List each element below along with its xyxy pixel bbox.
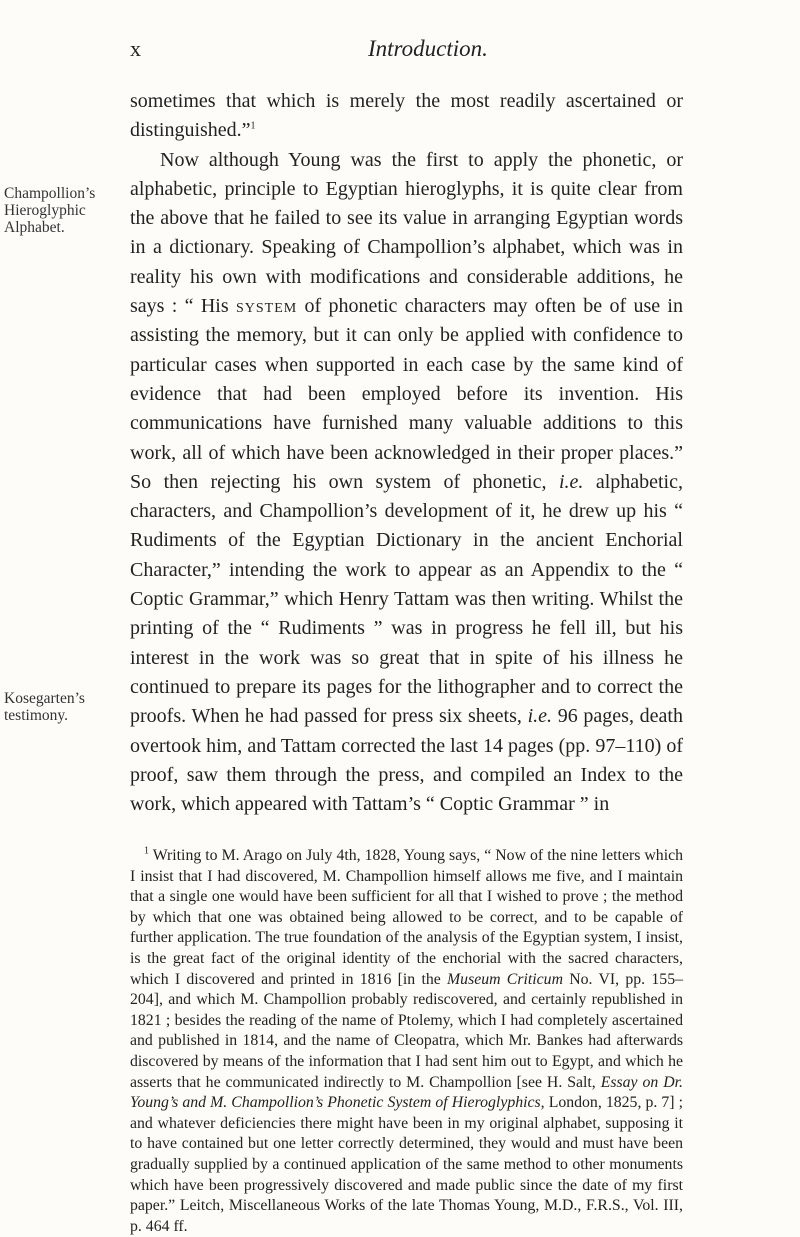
- page-number: x: [130, 36, 142, 61]
- paragraph-2-text-b: of phonetic characters may often be of use in assisting the memory, but it can only be applied with confidence to particular cases when supported in each case by the same kind of evidence that had been employed before its invention. His communications have furnished many valuable additions to this work, all of which have been acknowledged in their proper places.” So then rejecting his own system of phonetic,: [130, 295, 683, 493]
- paragraph-2: [130, 146, 683, 820]
- italic-ie: i.e.: [558, 470, 584, 493]
- paragraph-2-text-a: Now although Young was the first to apply the phonetic, or alphabetic, principle to Egyptian hieroglyphs, it is quite clear from the above that he failed to see its value in arranging Egyptian words in a dictionary. Speaking of Champollion’s alphabet, which was in reality his own with modifications and considerable additions, he says : “ His: [130, 148, 683, 318]
- small-caps-word: system: [235, 295, 298, 318]
- footnote-mark: 1: [144, 845, 149, 857]
- footnote-text-3: London, 1825, p. 7] ; and whatever deficiencies there might have been in my original alphabet, supposing it to have contained but one letter correctly determined, they would and must have been gradually supplied by a continued application of the same method to other monuments which have been progressively discovered and made public since the date of my first paper.” Leitch, Miscellaneous Works of the late Thomas Young, M.D., F.R.S., Vol. III, p. 464 ff.: [130, 1094, 683, 1235]
- body-text: [130, 87, 683, 819]
- italic-ie-2: i.e.: [527, 705, 553, 728]
- page-header: [0, 36, 800, 66]
- paragraph-2-text-c: alphabetic, characters, and Champollion’s development of it, he drew up his “ Rudiments of the Egyptian Dictionary in the ancient Enchorial Character,” intending the work to appear as an Appendix to the “ Coptic Grammar,” which Henry Tattam was then writing. Whilst the printing of the “ Rudiments ” was in progress he fell ill, but his interest in the work was so great that in spite of his illness he continued to prepare its pages for the lithographer and to correct the proofs. When he had passed for press six sheets,: [130, 470, 683, 728]
- footnote-text-1: Writing to M. Arago on July 4th, 1828, Young says, “ Now of the nine letters which I insist that I had discovered, M. Champollion himself allows me five, and I maintain that a single one would have been sufficient for all that I wished to prove ; the method by which that one was obtained being allowed to be correct, and to be capable of further application. The true foundation of the analysis of the Egyptian system, I insist, is the great fact of the original identity of the enchorial with the sacred characters, which I discovered and printed in 1816 [in the: [130, 847, 683, 988]
- footnote-text-2: No. VI, pp. 155–204], and which M. Champollion probably rediscovered, and certainly republished in 1821 ; besides the reading of the name of Ptolemy, which I had completely ascertained and published in 1814, and the name of Cleopatra, which Mr. Bankes had afterwards discovered by means of the information that I had sent him out to Egypt, and which he asserts that he communicated indirectly to M. Champollion [see H. Salt,: [130, 970, 683, 1091]
- footnote: [130, 846, 683, 1237]
- margin-note-kosegarten: Kosegarten’s testimony.: [4, 690, 85, 724]
- running-head: Introduction.: [368, 36, 488, 61]
- paragraph-2-text-d: 96 pages, death overtook him, and Tattam corrected the last 14 pages (pp. 97–110) of proof, saw them through the press, and compiled an Index to the work, which appeared with Tattam’s “ Coptic Grammar ” in: [130, 705, 683, 816]
- margin-note-champollion: Champollion’s Hieroglyphic Alphabet.: [4, 185, 96, 236]
- footnote-italic-1: Museum Criticum: [447, 970, 563, 988]
- footnote-reference: 1: [250, 120, 256, 132]
- footnote-italic-2: Essay on Dr. Young’s and M. Champollion’s Phonetic System of Hieroglyphics,: [130, 1073, 683, 1112]
- paragraph-1-text: sometimes that which is merely the most readily ascertained or distinguished.”: [130, 90, 683, 142]
- paragraph-1: [130, 87, 683, 146]
